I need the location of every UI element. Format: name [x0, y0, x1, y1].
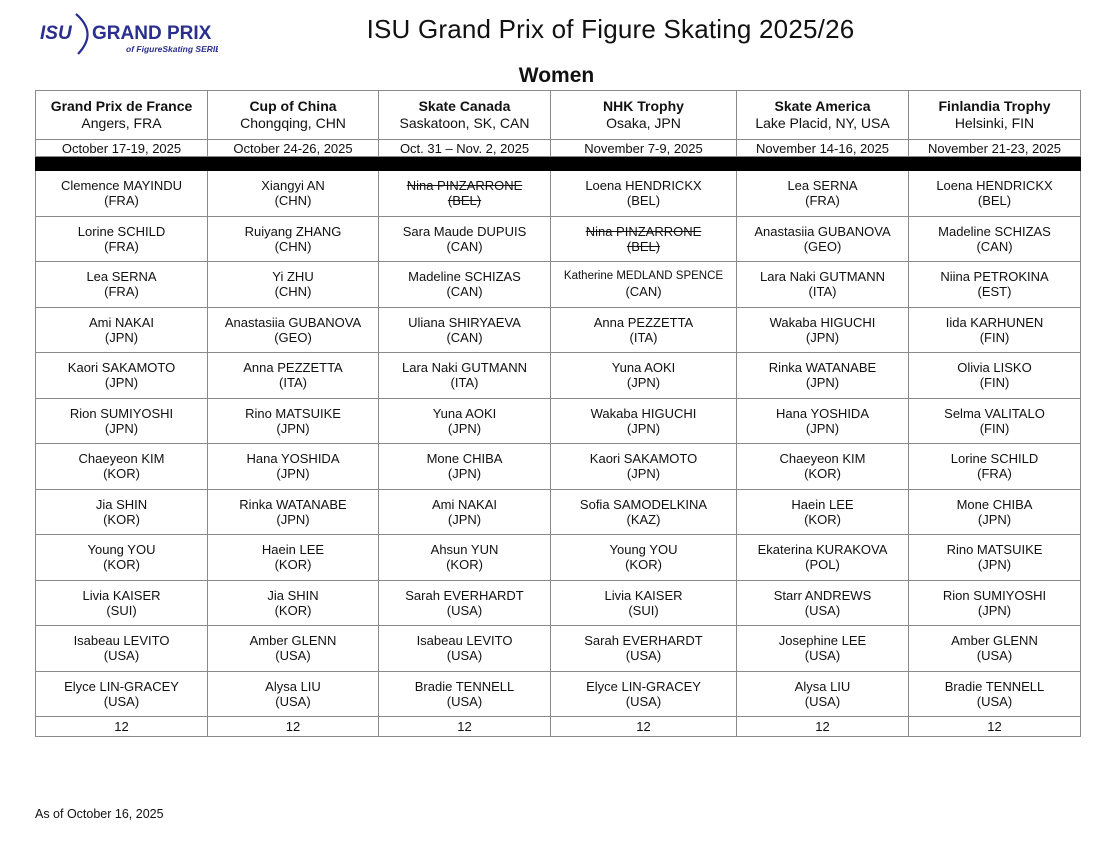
skater-cell — [36, 626, 208, 672]
skater-country: (JPN) — [276, 420, 310, 436]
skater-cell — [208, 398, 379, 444]
skater-name: Ahsun YUN — [430, 542, 499, 558]
event-location: Helsinki, FIN — [954, 115, 1035, 131]
skater-name: Ami NAKAI — [88, 314, 154, 330]
skater-country: (KOR) — [103, 557, 140, 573]
skater-name: Amber GLENN — [951, 633, 1038, 649]
skater-country: (FIN) — [979, 375, 1010, 391]
skater-name: Chaeyeon KIM — [78, 451, 165, 467]
skater-name: Clemence MAYINDU — [60, 178, 183, 194]
skater-country: (USA) — [804, 648, 841, 664]
skater-name: Yuna AOKI — [611, 360, 676, 376]
event-dates: Oct. 31 – Nov. 2, 2025 — [379, 140, 551, 157]
skater-name: Jia SHIN — [95, 496, 148, 512]
skater-cell — [909, 307, 1081, 353]
event-location: Osaka, JPN — [606, 115, 681, 131]
skater-country: (ITA) — [808, 284, 837, 300]
skater-country: (FRA) — [104, 238, 139, 254]
entries-table — [35, 90, 1081, 737]
skater-country: (JPN) — [626, 466, 661, 482]
divider-cell — [379, 157, 551, 171]
entry-count: 12 — [909, 717, 1081, 737]
divider-cell — [909, 157, 1081, 171]
skater-country: (USA) — [446, 602, 483, 618]
skater-country: (JPN) — [447, 466, 482, 482]
skater-name: Nina PINZARRONE — [406, 178, 523, 194]
skater-name: Young YOU — [609, 542, 678, 558]
skater-name: Josephine LEE — [778, 633, 867, 649]
event-name: Cup of China — [249, 98, 337, 114]
skater-cell — [551, 580, 737, 626]
skater-cell — [36, 444, 208, 490]
skater-cell — [208, 444, 379, 490]
skater-cell — [737, 489, 909, 535]
skater-country: (KOR) — [103, 511, 140, 527]
skater-name: Sofia SAMODELKINA — [579, 496, 708, 512]
skater-country: (FIN) — [979, 420, 1010, 436]
skater-name: Selma VALITALO — [944, 405, 1045, 421]
skater-cell — [551, 353, 737, 399]
skater-name: Katherine MEDLAND SPENCE — [563, 270, 724, 283]
skater-name: Rino MATSUIKE — [946, 542, 1043, 558]
skater-name: Haein LEE — [261, 542, 325, 558]
divider-cell — [36, 157, 208, 171]
skater-name: Olivia LISKO — [957, 360, 1032, 376]
skater-name: Chaeyeon KIM — [779, 451, 866, 467]
event-location: Chongqing, CHN — [240, 115, 346, 131]
skater-cell — [36, 262, 208, 308]
event-location: Lake Placid, NY, USA — [755, 115, 890, 131]
skater-country: (USA) — [625, 648, 662, 664]
skater-cell — [909, 171, 1081, 217]
skater-country: (BEL) — [977, 193, 1012, 209]
skater-country: (CAN) — [446, 238, 483, 254]
skater-name: Isabeau LEVITO — [416, 633, 513, 649]
skater-cell — [379, 535, 551, 581]
skater-cell — [208, 171, 379, 217]
skater-name: Lea SERNA — [86, 269, 157, 285]
skater-name: Lara Naki GUTMANN — [402, 360, 527, 376]
skater-country: (KOR) — [804, 511, 841, 527]
skater-cell — [737, 535, 909, 581]
divider-cell — [737, 157, 909, 171]
skater-country: (ITA) — [450, 375, 479, 391]
skater-cell — [36, 671, 208, 717]
skater-name: Niina PETROKINA — [940, 269, 1049, 285]
skater-name: Hana YOSHIDA — [776, 405, 869, 421]
skater-name: Hana YOSHIDA — [246, 451, 340, 467]
skater-cell — [208, 262, 379, 308]
skater-country: (KAZ) — [626, 511, 661, 527]
skater-country: (JPN) — [447, 420, 482, 436]
skater-name: Isabeau LEVITO — [73, 633, 170, 649]
table-row — [36, 262, 1081, 308]
skater-country: (JPN) — [977, 602, 1012, 618]
skater-country: (KOR) — [103, 466, 140, 482]
skater-country: (BEL) — [447, 193, 482, 209]
as-of-date: As of October 16, 2025 — [35, 807, 164, 821]
skater-country: (JPN) — [104, 329, 139, 345]
skater-country: (FIN) — [979, 329, 1010, 345]
skater-country: (KOR) — [274, 602, 312, 618]
skater-name: Starr ANDREWS — [773, 587, 872, 603]
skater-cell — [737, 398, 909, 444]
skater-cell — [379, 671, 551, 717]
skater-country: (USA) — [446, 648, 483, 664]
skater-country: (USA) — [275, 648, 311, 664]
event-name: Skate America — [774, 98, 871, 114]
skater-name: Elyce LIN-GRACEY — [64, 678, 179, 694]
skater-name: Young YOU — [87, 542, 156, 558]
skater-name: Loena HENDRICKX — [585, 178, 702, 194]
skater-country: (ITA) — [279, 375, 307, 391]
skater-country: (KOR) — [804, 466, 841, 482]
skater-cell — [379, 262, 551, 308]
skater-country: (JPN) — [977, 557, 1012, 573]
skater-cell — [551, 535, 737, 581]
skater-country: (JPN) — [104, 375, 139, 391]
skater-name: Anna PEZZETTA — [593, 314, 694, 330]
skater-name: Anna PEZZETTA — [243, 360, 343, 376]
skater-name: Livia KAISER — [604, 587, 683, 603]
skater-cell — [379, 444, 551, 490]
skater-name: Kaori SAKAMOTO — [589, 451, 698, 467]
skater-name: Wakaba HIGUCHI — [769, 314, 876, 330]
skater-name: Elyce LIN-GRACEY — [586, 678, 701, 694]
skater-name: Ami NAKAI — [431, 496, 497, 512]
skater-country: (BEL) — [626, 193, 661, 209]
skater-name: Alysa LIU — [265, 678, 321, 694]
skater-cell — [379, 307, 551, 353]
skater-name: Haein LEE — [791, 496, 854, 512]
skater-name: Yi ZHU — [272, 269, 314, 285]
skater-name: Rino MATSUIKE — [245, 405, 341, 421]
skater-cell — [909, 216, 1081, 262]
skater-cell — [208, 216, 379, 262]
event-dates: October 24-26, 2025 — [208, 140, 379, 157]
skater-country: (USA) — [976, 648, 1013, 664]
skater-name: Lara Naki GUTMANN — [760, 269, 885, 285]
divider-cell — [551, 157, 737, 171]
skater-country: (USA) — [446, 693, 483, 709]
skater-name: Alysa LIU — [794, 678, 851, 694]
event-header — [551, 91, 737, 140]
skater-cell — [36, 171, 208, 217]
skater-country: (USA) — [275, 693, 311, 709]
event-header — [379, 91, 551, 140]
skater-country: (JPN) — [626, 420, 661, 436]
divider-bar — [36, 157, 1081, 171]
skater-country: (FRA) — [104, 193, 139, 209]
skater-cell-withdrawn — [551, 216, 737, 262]
skater-cell — [909, 535, 1081, 581]
skater-name: Anastasiia GUBANOVA — [224, 314, 362, 330]
skater-cell — [379, 580, 551, 626]
skater-cell — [909, 262, 1081, 308]
skater-country: (GEO) — [274, 329, 312, 345]
skater-country: (JPN) — [626, 375, 661, 391]
entry-count: 12 — [36, 717, 208, 737]
skater-country: (FRA) — [104, 284, 139, 300]
table-row — [36, 444, 1081, 490]
skater-country: (USA) — [625, 693, 662, 709]
skater-country: (JPN) — [805, 420, 840, 436]
skater-name: Bradie TENNELL — [944, 678, 1045, 694]
table-row — [36, 353, 1081, 399]
skater-name: Kaori SAKAMOTO — [67, 360, 176, 376]
skater-name: Xiangyi AN — [261, 178, 325, 194]
event-location: Angers, FRA — [81, 115, 162, 131]
skater-name: Loena HENDRICKX — [936, 178, 1053, 194]
event-header — [909, 91, 1081, 140]
event-dates-row — [36, 140, 1081, 157]
event-name: Grand Prix de France — [50, 98, 193, 114]
skater-cell — [36, 489, 208, 535]
skater-country: (CHN) — [274, 284, 312, 300]
skater-cell — [737, 626, 909, 672]
skater-country: (USA) — [103, 648, 140, 664]
skater-cell — [909, 398, 1081, 444]
skater-country: (JPN) — [447, 511, 482, 527]
event-dates: November 7-9, 2025 — [551, 140, 737, 157]
skater-country: (JPN) — [805, 329, 840, 345]
skater-cell — [737, 262, 909, 308]
skater-country: (USA) — [103, 693, 140, 709]
skater-country: (CAN) — [446, 284, 483, 300]
skater-country: (JPN) — [276, 511, 310, 527]
skater-name: Madeline SCHIZAS — [938, 223, 1051, 239]
skater-country: (KOR) — [446, 557, 483, 573]
event-name: Finlandia Trophy — [938, 98, 1051, 114]
svg-text:ISU: ISU — [40, 23, 72, 44]
skater-country: (JPN) — [977, 511, 1012, 527]
skater-cell — [737, 171, 909, 217]
skater-cell — [737, 444, 909, 490]
skater-cell — [551, 444, 737, 490]
document-title: ISU Grand Prix of Figure Skating 2025/26 — [366, 14, 855, 44]
skater-cell — [36, 216, 208, 262]
entry-count-row — [36, 717, 1081, 737]
skater-cell — [36, 535, 208, 581]
entry-count: 12 — [379, 717, 551, 737]
table-row — [36, 626, 1081, 672]
skater-cell — [36, 353, 208, 399]
skater-name: Sarah EVERHARDT — [405, 587, 524, 603]
entry-count: 12 — [208, 717, 379, 737]
skater-name: Mone CHIBA — [956, 496, 1033, 512]
skater-cell — [909, 444, 1081, 490]
skater-name: Mone CHIBA — [426, 451, 503, 467]
table-row — [36, 489, 1081, 535]
event-location: Saskatoon, SK, CAN — [399, 115, 530, 131]
skater-cell — [208, 489, 379, 535]
skater-country: (GEO) — [803, 238, 842, 254]
skater-name: Uliana SHIRYAEVA — [408, 314, 521, 330]
skater-country: (USA) — [804, 693, 841, 709]
skater-name: Rinka WATANABE — [768, 360, 877, 376]
svg-text:of FigureSkating SERIES: of FigureSkating SERIES — [126, 44, 218, 54]
skater-cell — [208, 626, 379, 672]
skater-country: (SUI) — [106, 602, 137, 618]
table-row — [36, 216, 1081, 262]
skater-country: (CAN) — [446, 329, 483, 345]
skater-name: Ruiyang ZHANG — [244, 223, 342, 239]
skater-name: Livia KAISER — [82, 587, 161, 603]
skater-cell — [379, 398, 551, 444]
skater-name: Iida KARHUNEN — [945, 314, 1044, 330]
skater-cell — [36, 398, 208, 444]
event-name: NHK Trophy — [603, 98, 684, 114]
event-header-row — [36, 91, 1081, 140]
skater-country: (CHN) — [274, 193, 312, 209]
section-title: Women — [518, 64, 595, 87]
skater-name: Rion SUMIYOSHI — [942, 587, 1047, 603]
skater-cell-withdrawn — [379, 171, 551, 217]
skater-cell — [909, 489, 1081, 535]
skater-country: (JPN) — [276, 466, 310, 482]
table-row — [36, 535, 1081, 581]
svg-text:GRAND PRIX: GRAND PRIX — [92, 23, 212, 44]
skater-cell — [379, 489, 551, 535]
skater-cell — [551, 398, 737, 444]
skater-cell — [551, 671, 737, 717]
skater-country: (ITA) — [629, 329, 658, 345]
table-row — [36, 307, 1081, 353]
skater-country: (SUI) — [628, 602, 659, 618]
skater-name: Wakaba HIGUCHI — [590, 405, 697, 421]
skater-cell — [379, 216, 551, 262]
skater-name: Amber GLENN — [249, 633, 337, 649]
event-dates: October 17-19, 2025 — [36, 140, 208, 157]
skater-country: (KOR) — [625, 557, 662, 573]
event-header — [737, 91, 909, 140]
skater-country: (JPN) — [104, 420, 139, 436]
skater-country: (USA) — [804, 602, 841, 618]
skater-cell — [551, 626, 737, 672]
event-name: Skate Canada — [418, 98, 511, 114]
event-dates: November 21-23, 2025 — [909, 140, 1081, 157]
table-row — [36, 171, 1081, 217]
skater-country: (KOR) — [274, 557, 312, 573]
skater-country: (CHN) — [274, 238, 312, 254]
skater-cell — [737, 353, 909, 399]
skater-country: (JPN) — [805, 375, 840, 391]
skater-name: Madeline SCHIZAS — [408, 269, 521, 285]
skater-cell — [909, 671, 1081, 717]
skater-cell — [909, 353, 1081, 399]
skater-country: (CAN) — [625, 284, 662, 300]
skater-cell — [737, 671, 909, 717]
skater-country: (BEL) — [626, 238, 661, 254]
skater-name: Rion SUMIYOSHI — [69, 405, 174, 421]
skater-cell — [737, 580, 909, 626]
event-header — [36, 91, 208, 140]
skater-cell — [551, 489, 737, 535]
skater-cell — [551, 171, 737, 217]
table-row — [36, 398, 1081, 444]
skater-country: (USA) — [976, 693, 1013, 709]
skater-cell — [379, 353, 551, 399]
skater-cell — [909, 626, 1081, 672]
skater-name: Yuna AOKI — [432, 405, 497, 421]
skater-name: Jia SHIN — [267, 587, 319, 603]
skater-name: Nina PINZARRONE — [585, 223, 702, 239]
skater-cell — [737, 216, 909, 262]
skater-cell — [36, 580, 208, 626]
skater-name: Sarah EVERHARDT — [584, 633, 703, 649]
skater-name: Ekaterina KURAKOVA — [757, 542, 888, 558]
skater-name: Lorine SCHILD — [77, 223, 166, 239]
skater-country: (FRA) — [977, 466, 1012, 482]
skater-cell — [208, 307, 379, 353]
skater-country: (EST) — [977, 284, 1012, 300]
event-dates: November 14-16, 2025 — [737, 140, 909, 157]
skater-country: (CAN) — [976, 238, 1013, 254]
entry-count: 12 — [737, 717, 909, 737]
skater-cell — [208, 353, 379, 399]
event-header — [208, 91, 379, 140]
skater-cell — [737, 307, 909, 353]
skater-country: (FRA) — [805, 193, 840, 209]
skater-name: Anastasiia GUBANOVA — [754, 223, 891, 239]
skater-country: (POL) — [805, 557, 840, 573]
skater-cell — [208, 580, 379, 626]
skater-cell — [551, 262, 737, 308]
skater-cell — [208, 671, 379, 717]
skater-name: Bradie TENNELL — [414, 678, 515, 694]
skater-cell — [909, 580, 1081, 626]
skater-cell — [379, 626, 551, 672]
skater-cell — [208, 535, 379, 581]
skater-name: Sara Maude DUPUIS — [402, 223, 527, 239]
skater-name: Lorine SCHILD — [950, 451, 1039, 467]
table-row — [36, 671, 1081, 717]
skater-cell — [551, 307, 737, 353]
divider-cell — [208, 157, 379, 171]
table-row — [36, 580, 1081, 626]
skater-cell — [36, 307, 208, 353]
skater-name: Rinka WATANABE — [239, 496, 347, 512]
entry-count: 12 — [551, 717, 737, 737]
skater-name: Lea SERNA — [787, 178, 858, 194]
